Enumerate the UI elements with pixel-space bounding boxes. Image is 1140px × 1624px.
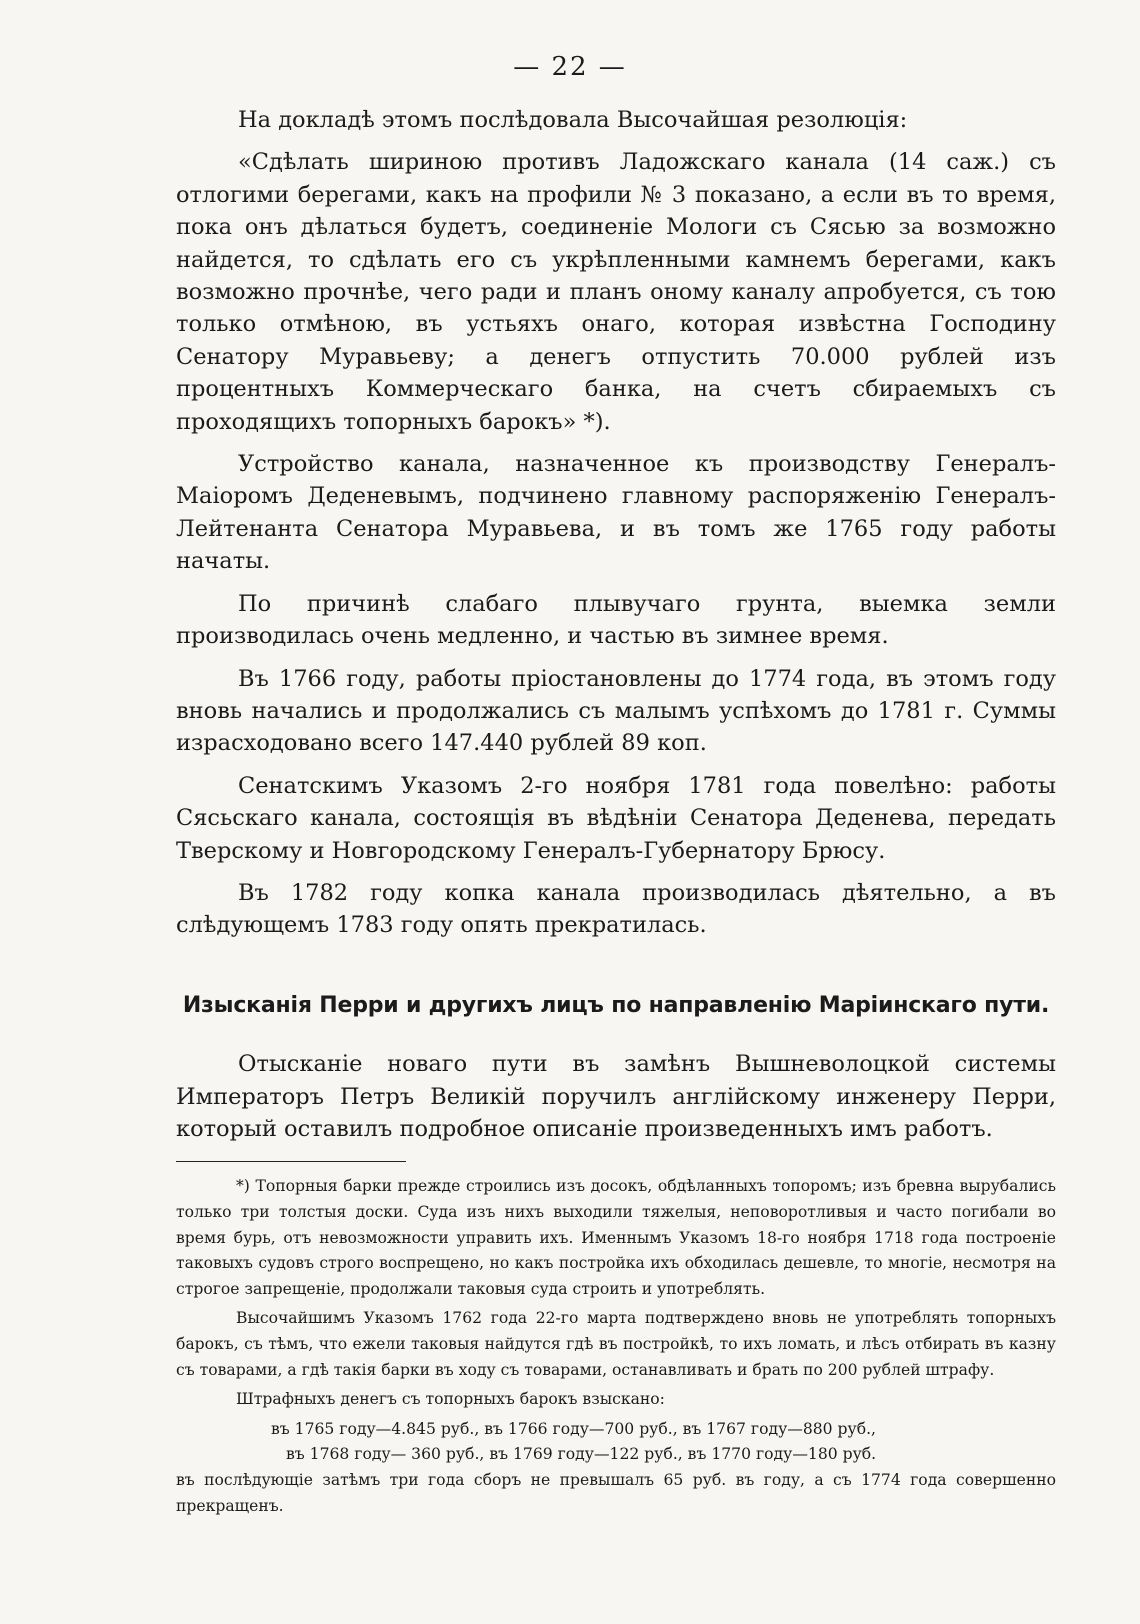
- main-text: [176, 104, 1056, 1523]
- fines-line: въ 1768 году— 360 руб., въ 1769 году—122 руб., въ 1770 году—180 руб.: [286, 1445, 877, 1464]
- footnote-divider: [176, 1161, 406, 1162]
- paragraph: Отысканіе новаго пути въ замѣнъ Вышневолоцкой системы Императоръ Петръ Великій поручилъ англійскому инженеру Перри, который оставилъ подробное описаніе произведенныхъ имъ работъ.: [176, 1051, 1056, 1142]
- paragraph: Устройство канала, назначенное къ производству Генералъ-Маіоромъ Деденевымъ, подчинено главному распоряженію Генералъ-Лейтенанта Сенатора Муравьева, и въ томъ же 1765 году работы начаты.: [176, 451, 1056, 575]
- paragraph: «Сдѣлать шириною противъ Ладожскаго канала (14 саж.) съ отлогими берегами, какъ на профили № 3 показано, а если въ то время, пока онъ дѣлаться будетъ, соединеніе Мологи съ Сясью за возможно найдется, то сдѣлать его съ укрѣпленными камнемъ берегами, какъ возможно прочнѣе, чего ради и планъ оному каналу апробуется, съ тою только отмѣною, въ устьяхъ онаго, которая извѣстна Господину Сенатору Муравьеву; а денегъ отпустить 70.000 рублей изъ процентныхъ Коммерческаго банка, на счетъ сбираемыхъ съ проходящихъ топорныхъ барокъ» *).: [176, 149, 1056, 435]
- footnote-paragraph: *) Топорныя барки прежде строились изъ досокъ, обдѣланныхъ топоромъ; изъ бревна вырубались только три толстыя доски. Суда изъ нихъ выходили тяжелыя, неповоротливыя и часто погибали во время бурь, отъ невозможности управить ихъ. Именнымъ Указомъ 18-го ноября 1718 года построеніе таковыхъ судовъ строго воспрещено, но какъ постройка ихъ обходилась дешевле, то многіе, несмотря на строгое запрещеніе, продолжали таковыя суда строить и употреблять.: [176, 1177, 1056, 1298]
- paragraph: Сенатскимъ Указомъ 2-го ноября 1781 года повелѣно: работы Сясьскаго канала, состоящія въ вѣдѣніи Сенатора Деденева, передать Тверскому и Новгородскому Генералъ-Губернатору Брюсу.: [176, 772, 1056, 864]
- fines-line: въ 1765 году—4.845 руб., въ 1766 году—700 руб., въ 1767 году—880 руб.,: [271, 1419, 877, 1438]
- section-heading: Изысканія Перри и другихъ лицъ по направленію Маріинскаго пути.: [182, 992, 1050, 1018]
- footnote: [176, 1174, 1056, 1519]
- paragraph: Въ 1782 году копка канала производилась дѣятельно, а въ слѣдующемъ 1783 году опять прекратилась.: [176, 879, 1056, 939]
- paragraph: На докладѣ этомъ послѣдовала Высочайшая резолюція:: [238, 107, 908, 133]
- footnote-paragraph: Высочайшимъ Указомъ 1762 года 22-го марта подтверждено вновь не употреблять топорныхъ барокъ, съ тѣмъ, что ежели таковыя найдутся гдѣ въ постройкѣ, то ихъ ломать, и лѣсъ отбирать въ казну съ товарами, а гдѣ такія барки въ ходу съ товарами, останавливать и брать по 200 рублей штрафу.: [176, 1309, 1056, 1379]
- footnote-paragraph: въ послѣдующіе затѣмъ три года сборъ не превышалъ 65 руб. въ году, а съ 1774 года совершенно прекращенъ.: [176, 1470, 1056, 1515]
- paragraph: Въ 1766 году, работы пріостановлены до 1774 года, въ этомъ году вновь начались и продолжались съ малымъ успѣхомъ до 1781 г. Суммы израсходовано всего 147.440 рублей 89 коп.: [176, 665, 1056, 757]
- footnote-paragraph: Штрафныхъ денегъ съ топорныхъ барокъ взыскано:: [236, 1390, 665, 1409]
- page-number: — 22 —: [513, 52, 627, 82]
- paragraph: По причинѣ слабаго плывучаго грунта, выемка земли производилась очень медленно, и частью въ зимнее время.: [176, 590, 1056, 650]
